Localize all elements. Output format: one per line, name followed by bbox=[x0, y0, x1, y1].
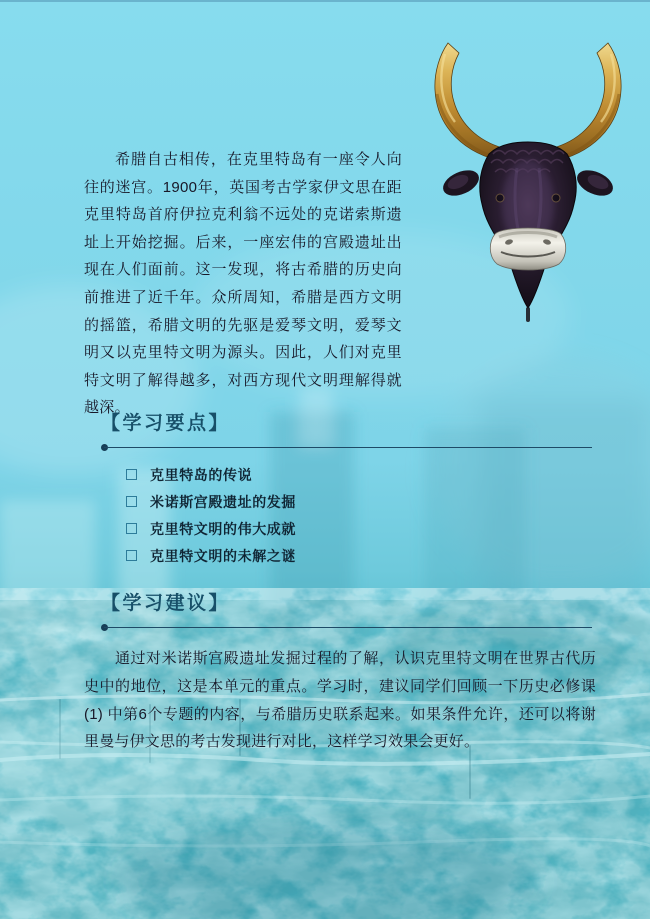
suggestions-heading: 【学习建议】 bbox=[101, 593, 231, 614]
divider-line bbox=[104, 447, 592, 448]
checkbox-icon bbox=[126, 550, 137, 561]
divider-line bbox=[104, 627, 592, 628]
list-item bbox=[126, 515, 296, 542]
intro-paragraph: 希腊自古相传，在克里特岛有一座令人向往的迷宫。1900年，英国考古学家伊文思在距克里特岛首府伊拉克利翁不远处的克诺索斯遗址上开始挖掘。后来，一座宏伟的宫殿遗址出现在人们面前。这一发现，将古希腊的历史向前推进了近千年。众所周知，希腊是西方文明的摇篮，希腊文明的先驱是爱琴文明，爱琴文明又以克里特文明为源头。因此，人们对克里特文明了解得越多，对西方现代文明理解得就越深。 bbox=[84, 151, 402, 417]
key-point-label: 克里特岛的传说 bbox=[150, 466, 253, 483]
list-item bbox=[126, 488, 296, 515]
key-points-heading: 【学习要点】 bbox=[101, 413, 231, 434]
checkbox-icon bbox=[126, 469, 137, 480]
key-point-label: 克里特文明的伟大成就 bbox=[150, 520, 296, 537]
list-item bbox=[126, 461, 296, 488]
rhyton-stem bbox=[526, 307, 530, 322]
key-point-label: 克里特文明的未解之谜 bbox=[150, 547, 296, 564]
section-divider bbox=[101, 624, 592, 632]
key-point-label: 米诺斯宫殿遗址的发掘 bbox=[150, 493, 296, 510]
section-divider bbox=[101, 444, 592, 452]
checkbox-icon bbox=[126, 496, 137, 507]
list-item bbox=[126, 542, 296, 569]
bull-muzzle bbox=[490, 228, 565, 270]
key-points-list bbox=[126, 461, 296, 569]
bull-head-rhyton-illustration bbox=[421, 36, 635, 326]
suggestions-paragraph: 通过对米诺斯宫殿遗址发掘过程的了解，认识克里特文明在世界古代历史中的地位，这是本单元的重点。学习时，建议同学们回顾一下历史必修课 (1) 中第6个专题的内容，与希腊历史联系起来。如果条件允许，还可以将谢里曼与伊文思的考古发现进行对比，这样学习效果会更好。 bbox=[84, 650, 596, 751]
checkbox-icon bbox=[126, 523, 137, 534]
